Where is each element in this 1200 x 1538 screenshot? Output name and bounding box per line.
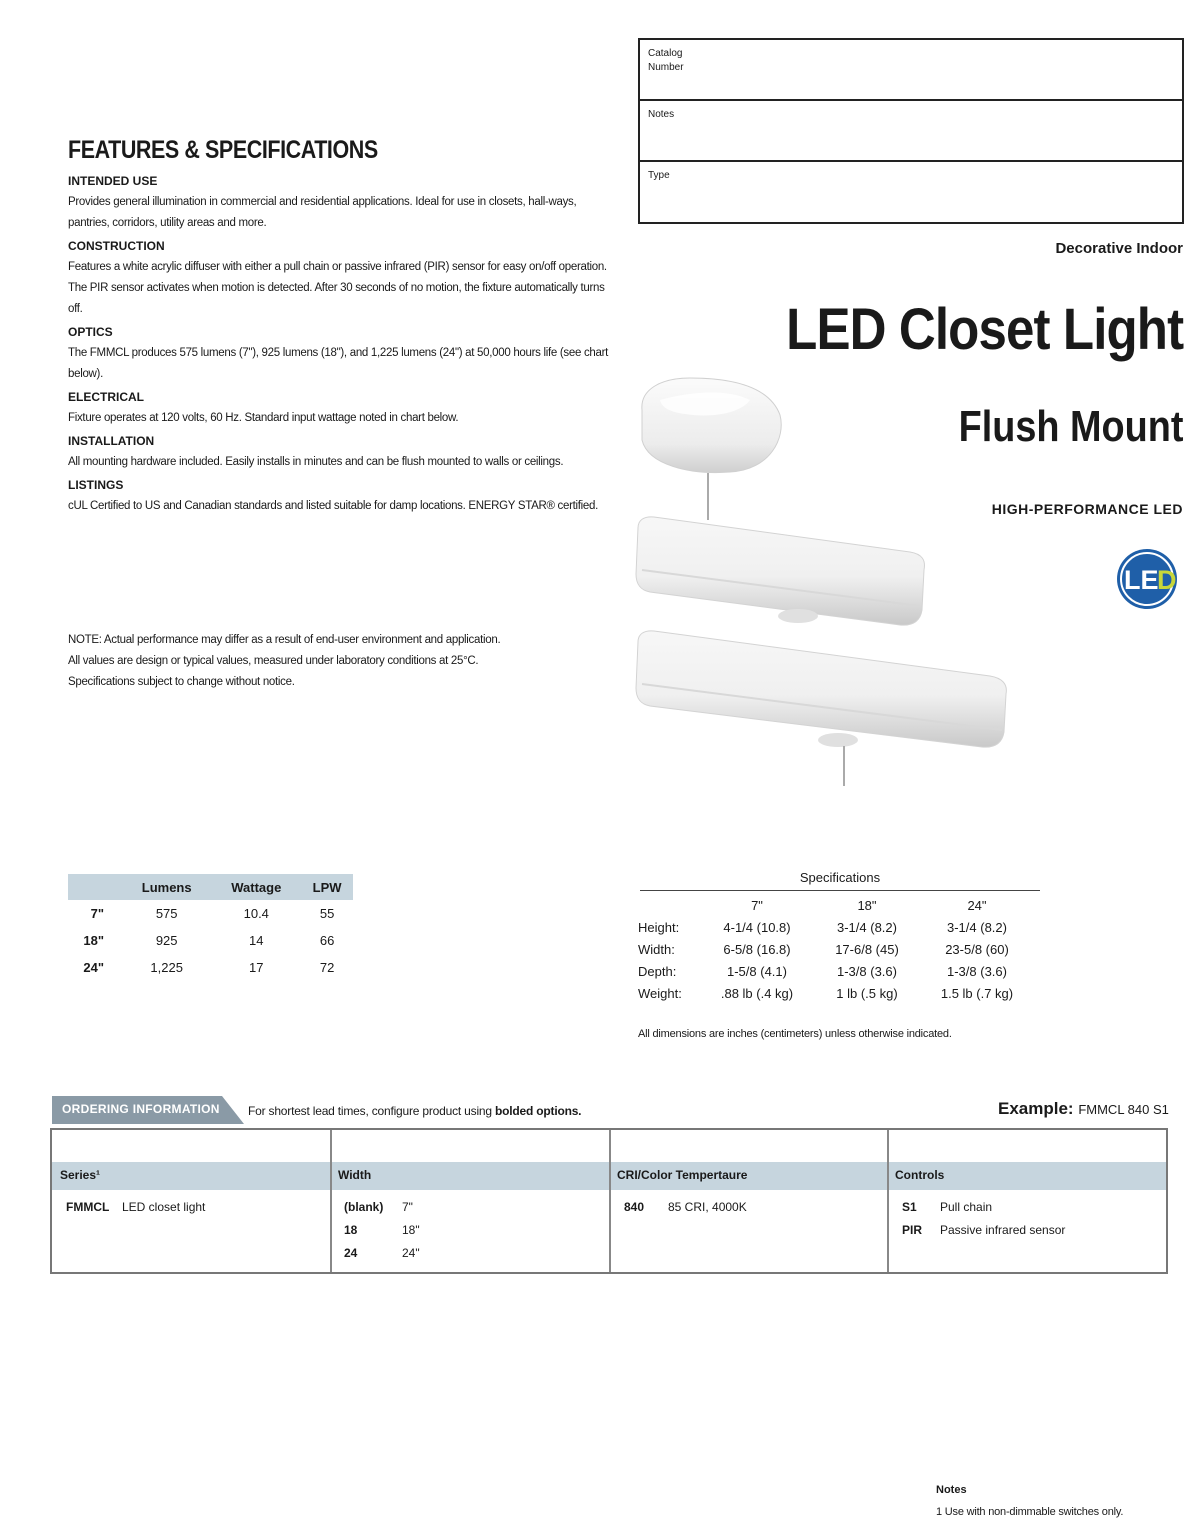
- ordering-note-bold: bolded options.: [495, 1104, 582, 1118]
- type-field[interactable]: [640, 162, 1182, 222]
- table-cell: 4-1/4 (10.8): [723, 919, 791, 935]
- performance-header-row: [68, 874, 353, 900]
- ordering-note-text: For shortest lead times, configure product using: [248, 1104, 495, 1118]
- option-desc: Passive infrared sensor: [940, 1223, 1066, 1237]
- ordering-note: [248, 1104, 581, 1118]
- table-row: [634, 916, 1032, 938]
- table-cell: 1-3/8 (3.6): [947, 963, 1007, 979]
- features-body: [68, 172, 616, 520]
- table-cell: 55: [319, 906, 335, 921]
- led-badge-icon: [1114, 546, 1180, 612]
- table-row: [68, 954, 353, 981]
- table-cell: 1-5/8 (4.1): [727, 963, 787, 979]
- table-cell: 66: [319, 933, 335, 948]
- table-cell: Width:: [638, 941, 675, 957]
- table-cell: 17: [249, 960, 264, 975]
- number-label: Number: [648, 62, 684, 73]
- table-cell: .88 lb (.4 kg): [720, 985, 794, 1001]
- feature-section: [68, 323, 616, 385]
- table-row: [634, 982, 1032, 1004]
- column-divider: [887, 1130, 889, 1272]
- product-subtitle: Flush Mount: [958, 402, 1183, 451]
- cri-header: CRI/Color Tempertaure: [617, 1168, 748, 1182]
- table-cell: 3-1/4 (8.2): [837, 919, 897, 935]
- width-header: Width: [338, 1168, 372, 1182]
- table-cell: 575: [155, 906, 178, 921]
- section-heading: INTENDED USE: [68, 174, 158, 188]
- option-code: 24: [344, 1246, 358, 1260]
- svg-text:LE: LE: [1124, 565, 1159, 595]
- option-desc: LED closet light: [122, 1200, 206, 1214]
- table-cell: 24": [83, 960, 104, 975]
- table-cell: Weight:: [638, 985, 682, 1001]
- section-text: All mounting hardware included. Easily installs in minutes and can be flush mounted to walls or ceilings.: [68, 456, 564, 468]
- list-item: [66, 1196, 205, 1219]
- notes-item: 1 Use with non-dimmable switches only.: [936, 1506, 1124, 1518]
- table-cell: 17-6/8 (45): [835, 941, 899, 957]
- note-line: All values are design or typical values, measured under laboratory conditions at 25°C.: [68, 655, 479, 667]
- table-header: LPW: [301, 874, 353, 900]
- notes-field[interactable]: [640, 101, 1182, 162]
- table-row: [68, 900, 353, 927]
- table-row: [634, 938, 1032, 960]
- list-item: [344, 1219, 420, 1242]
- spec-column-header: 7": [751, 897, 763, 913]
- feature-section: [68, 432, 616, 473]
- option-desc: Pull chain: [940, 1200, 993, 1214]
- option-code: S1: [902, 1200, 917, 1214]
- controls-header: Controls: [895, 1168, 945, 1182]
- example-label: Example:: [998, 1099, 1074, 1118]
- section-heading: ELECTRICAL: [68, 390, 144, 404]
- column-divider: [330, 1130, 332, 1272]
- table-cell: 72: [319, 960, 335, 975]
- features-title: FEATURES & SPECIFICATIONS: [68, 136, 378, 164]
- section-heading: LISTINGS: [68, 478, 124, 492]
- table-cell: 7": [90, 906, 104, 921]
- performance-table: [68, 874, 353, 981]
- feature-section: [68, 388, 616, 429]
- spec-column-header: 18": [857, 897, 877, 913]
- list-item: [624, 1196, 747, 1219]
- section-text: Provides general illumination in commercial and residential applications. Ideal for use in closets, hall-ways, pantries, corridors, utility areas and more.: [68, 196, 577, 229]
- product-image: [630, 370, 1030, 790]
- table-cell: Depth:: [638, 963, 677, 979]
- catalog-number-field[interactable]: [640, 40, 1182, 101]
- series-header: Series¹: [60, 1168, 101, 1182]
- list-item: [902, 1196, 992, 1219]
- table-cell: 18": [83, 933, 104, 948]
- specifications-footnote: All dimensions are inches (centimeters) unless otherwise indicated.: [638, 1028, 952, 1040]
- option-desc: 85 CRI, 4000K: [668, 1200, 747, 1214]
- section-text: Features a white acrylic diffuser with either a pull chain or passive infrared (PIR) sensor for easy on/off operation. The PIR sensor activates when motion is detected. After 30 seconds of no motion, the fixture automatically turns off.: [68, 261, 607, 315]
- specifications-table: [634, 894, 1032, 1004]
- option-code: PIR: [902, 1223, 923, 1237]
- section-text: Fixture operates at 120 volts, 60 Hz. Standard input wattage noted in chart below.: [68, 412, 459, 424]
- section-heading: CONSTRUCTION: [68, 239, 165, 253]
- ordering-tab-label: ORDERING INFORMATION: [62, 1102, 220, 1116]
- divider: [640, 890, 1040, 891]
- column-divider: [609, 1130, 611, 1272]
- note-line: NOTE: Actual performance may differ as a result of end-user environment and application.: [68, 634, 501, 646]
- table-cell: 23-5/8 (60): [945, 941, 1009, 957]
- table-header: Wattage: [211, 874, 301, 900]
- option-desc: 7": [402, 1200, 413, 1214]
- ordering-example: [998, 1099, 1169, 1119]
- table-header: Lumens: [122, 874, 211, 900]
- list-item: [344, 1242, 420, 1265]
- table-cell: 925: [155, 933, 178, 948]
- table-row: [68, 927, 353, 954]
- note-line: Specifications subject to change without notice.: [68, 676, 295, 688]
- table-cell: 3-1/4 (8.2): [947, 919, 1007, 935]
- tagline: HIGH-PERFORMANCE LED: [991, 501, 1183, 517]
- table-cell: 1 lb (.5 kg): [836, 985, 898, 1001]
- type-label: Type: [648, 170, 670, 181]
- option-desc: 24": [402, 1246, 420, 1260]
- ordering-table: [50, 1128, 1168, 1274]
- section-text: The FMMCL produces 575 lumens (7"), 925 lumens (18"), and 1,225 lumens (24") at 50,000 hours life (see chart below).: [68, 347, 609, 380]
- category-label: Decorative Indoor: [1055, 240, 1183, 257]
- example-code: FMMCL 840 S1: [1078, 1102, 1169, 1117]
- disclaimer-note: [68, 630, 628, 693]
- table-cell: 1,225: [150, 960, 183, 975]
- feature-section: [68, 476, 616, 517]
- specifications-caption: Specifications: [799, 870, 881, 885]
- table-header: [68, 874, 122, 900]
- option-code: 840: [624, 1200, 645, 1214]
- section-heading: INSTALLATION: [68, 434, 155, 448]
- list-item: [344, 1196, 413, 1219]
- section-text: cUL Certified to US and Canadian standards and listed suitable for damp locations. ENERGY STAR® certified.: [68, 500, 599, 512]
- table-cell: 10.4: [243, 906, 269, 921]
- product-title: LED Closet Light: [785, 297, 1183, 362]
- table-cell: 6-5/8 (16.8): [723, 941, 791, 957]
- table-cell: Height:: [638, 919, 680, 935]
- option-code: (blank): [344, 1200, 384, 1214]
- feature-section: [68, 172, 616, 234]
- option-code: 18: [344, 1223, 358, 1237]
- option-desc: 18": [402, 1223, 420, 1237]
- notes-heading: Notes: [936, 1484, 967, 1496]
- section-heading: OPTICS: [68, 325, 113, 339]
- notes-label: Notes: [648, 109, 675, 120]
- catalog-label: Catalog: [648, 48, 683, 59]
- feature-section: [68, 237, 616, 320]
- list-item: [902, 1219, 1065, 1242]
- spec-column-header: 24": [967, 897, 987, 913]
- table-cell: 1.5 lb (.7 kg): [940, 985, 1014, 1001]
- table-cell: 14: [249, 933, 264, 948]
- spec-header-row: [634, 894, 1032, 916]
- table-row: [634, 960, 1032, 982]
- svg-text:D: D: [1157, 565, 1177, 595]
- catalog-box: [638, 38, 1184, 224]
- table-cell: 1-3/8 (3.6): [837, 963, 897, 979]
- option-code: FMMCL: [66, 1200, 110, 1214]
